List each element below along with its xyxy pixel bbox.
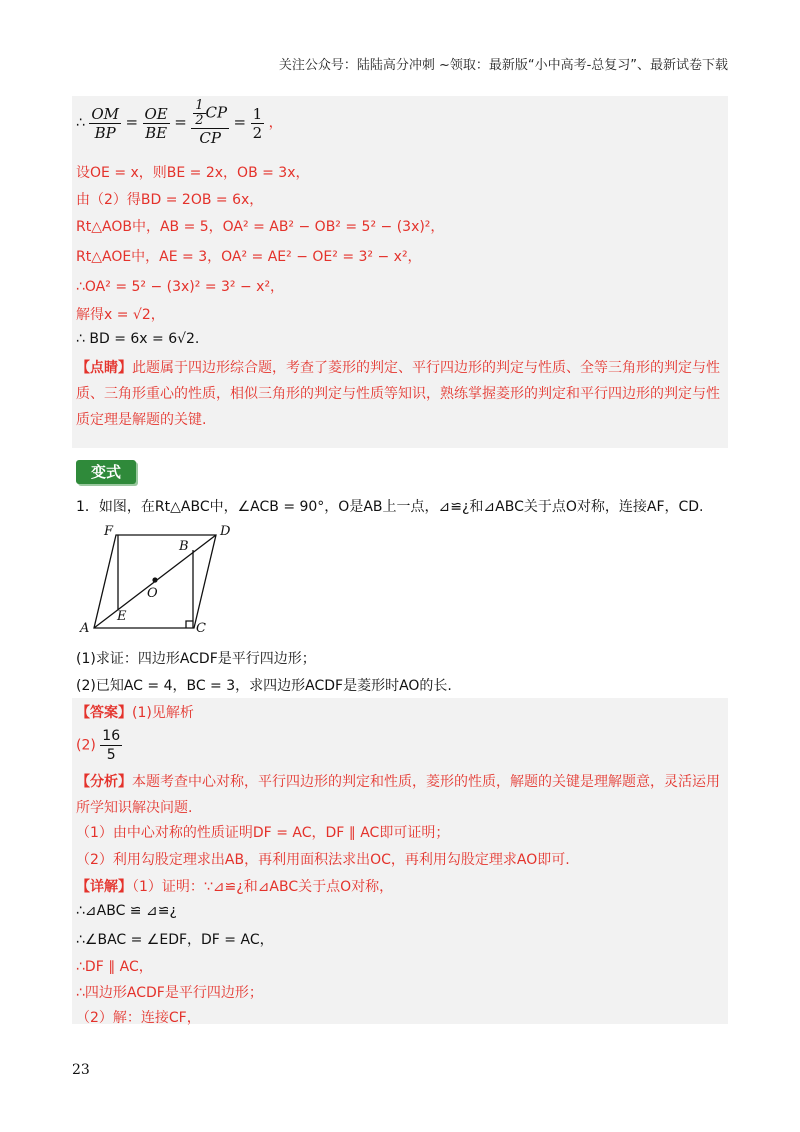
- fraction-om-bp: $\frac{OM}{BP}$: [91, 104, 120, 142]
- point-o: [152, 577, 157, 582]
- variant-badge: 变式: [76, 460, 136, 484]
- geometry-figure: [78, 520, 231, 640]
- fraction-half-cp-over-cp: $\frac{1}{2}$ CP CP: [191, 99, 229, 147]
- analysis-step-2: （2）利用勾股定理求出AB，再利用面积法求出OC，再利用勾股定理求AO即可.: [76, 852, 570, 868]
- aoe-pythagoras-line: Rt△AOE中，AE = 3，OA² = AE² − OE² = 3² − x²，: [76, 249, 422, 265]
- question-part-2: (2)已知AC = 4，BC = 3，求四边形ACDF是菱形时AO的长.: [76, 678, 452, 694]
- bd-equation-line: 由（2）得BD = 2OB = 6x，: [76, 192, 264, 208]
- answer-line-2: (2) $\frac{16}{5}$: [76, 728, 121, 763]
- label-a: A: [80, 621, 90, 636]
- analysis-step-1: （1）由中心对称的性质证明DF = AC，DF ∥ AC即可证明；: [76, 825, 450, 841]
- aob-pythagoras-line: Rt△AOB中，AB = 5，OA² = AB² − OB² = 5² − (3x)²，: [76, 219, 445, 235]
- label-c: C: [196, 621, 206, 636]
- question-stem: 1．如图，在Rt△ABC中，∠ACB = 90°，O是AB上一点，⊿≌¿和⊿ABC关于点O对称，连接AF，CD.: [76, 499, 704, 515]
- label-b: B: [179, 539, 189, 554]
- right-angle-mark: [186, 621, 193, 628]
- detail-line-6: （2）解：连接CF，: [76, 1010, 201, 1026]
- equation-line: ∴OA² = 5² − (3x)² = 3² − x²，: [76, 279, 285, 295]
- detail-line-1: 【详解】（1）证明：∵⊿≌¿和⊿ABC关于点O对称，: [76, 879, 394, 895]
- let-oe-line: 设OE = x，则BE = 2x，OB = 3x，: [76, 165, 310, 181]
- detail-line-2: ∴⊿ABC ≌ ⊿≌¿: [76, 903, 177, 919]
- label-d: D: [220, 524, 231, 539]
- fraction-oe-be: $\frac{OE}{BE}$: [144, 104, 168, 142]
- detail-line-3: ∴∠BAC = ∠EDF，DF = AC，: [76, 932, 274, 948]
- solve-x-line: 解得x = √2，: [76, 307, 165, 323]
- analysis-paragraph: 【分析】本题考查中心对称，平行四边形的判定和性质，菱形的性质，解题的关键是理解题意，灵活运用所学知识解决问题.: [76, 774, 720, 816]
- fraction-one-half: $\frac{1}{2}$: [252, 104, 263, 142]
- page-header: 关注公众号：陆陆高分冲刺 ~领取：最新版“小中高考-总复习”、最新试卷下载: [278, 58, 728, 73]
- bd-result-line: ∴ BD = 6x = 6√2.: [76, 331, 200, 347]
- label-o: O: [147, 586, 158, 601]
- answer-line-1: 【答案】(1)见解析: [76, 705, 194, 721]
- detail-line-4: ∴DF ∥ AC，: [76, 959, 153, 975]
- comment-paragraph: 【点睛】此题属于四边形综合题，考查了菱形的判定、平行四边形的判定与性质、全等三角形的判定与性质、三角形重心的性质，相似三角形的判定与性质等知识，熟练掌握菱形的判定和平行四边形的判定与性质定理是解题的关键.: [76, 360, 720, 428]
- question-part-1: (1)求证：四边形ACDF是平行四边形；: [76, 651, 316, 667]
- answer-fraction: $\frac{16}{5}$: [102, 728, 121, 763]
- page-number: 23: [72, 1062, 90, 1078]
- detail-line-5: ∴四边形ACDF是平行四边形；: [76, 985, 263, 1001]
- ratio-line: ∴ $\frac{OM}{BP}$ = $\frac{OE}{BE}$ = $\frac{1}{2}$ CP CP = $\frac{1}{2}$ ，: [76, 98, 283, 147]
- label-e: E: [117, 609, 127, 624]
- label-f: F: [104, 524, 114, 539]
